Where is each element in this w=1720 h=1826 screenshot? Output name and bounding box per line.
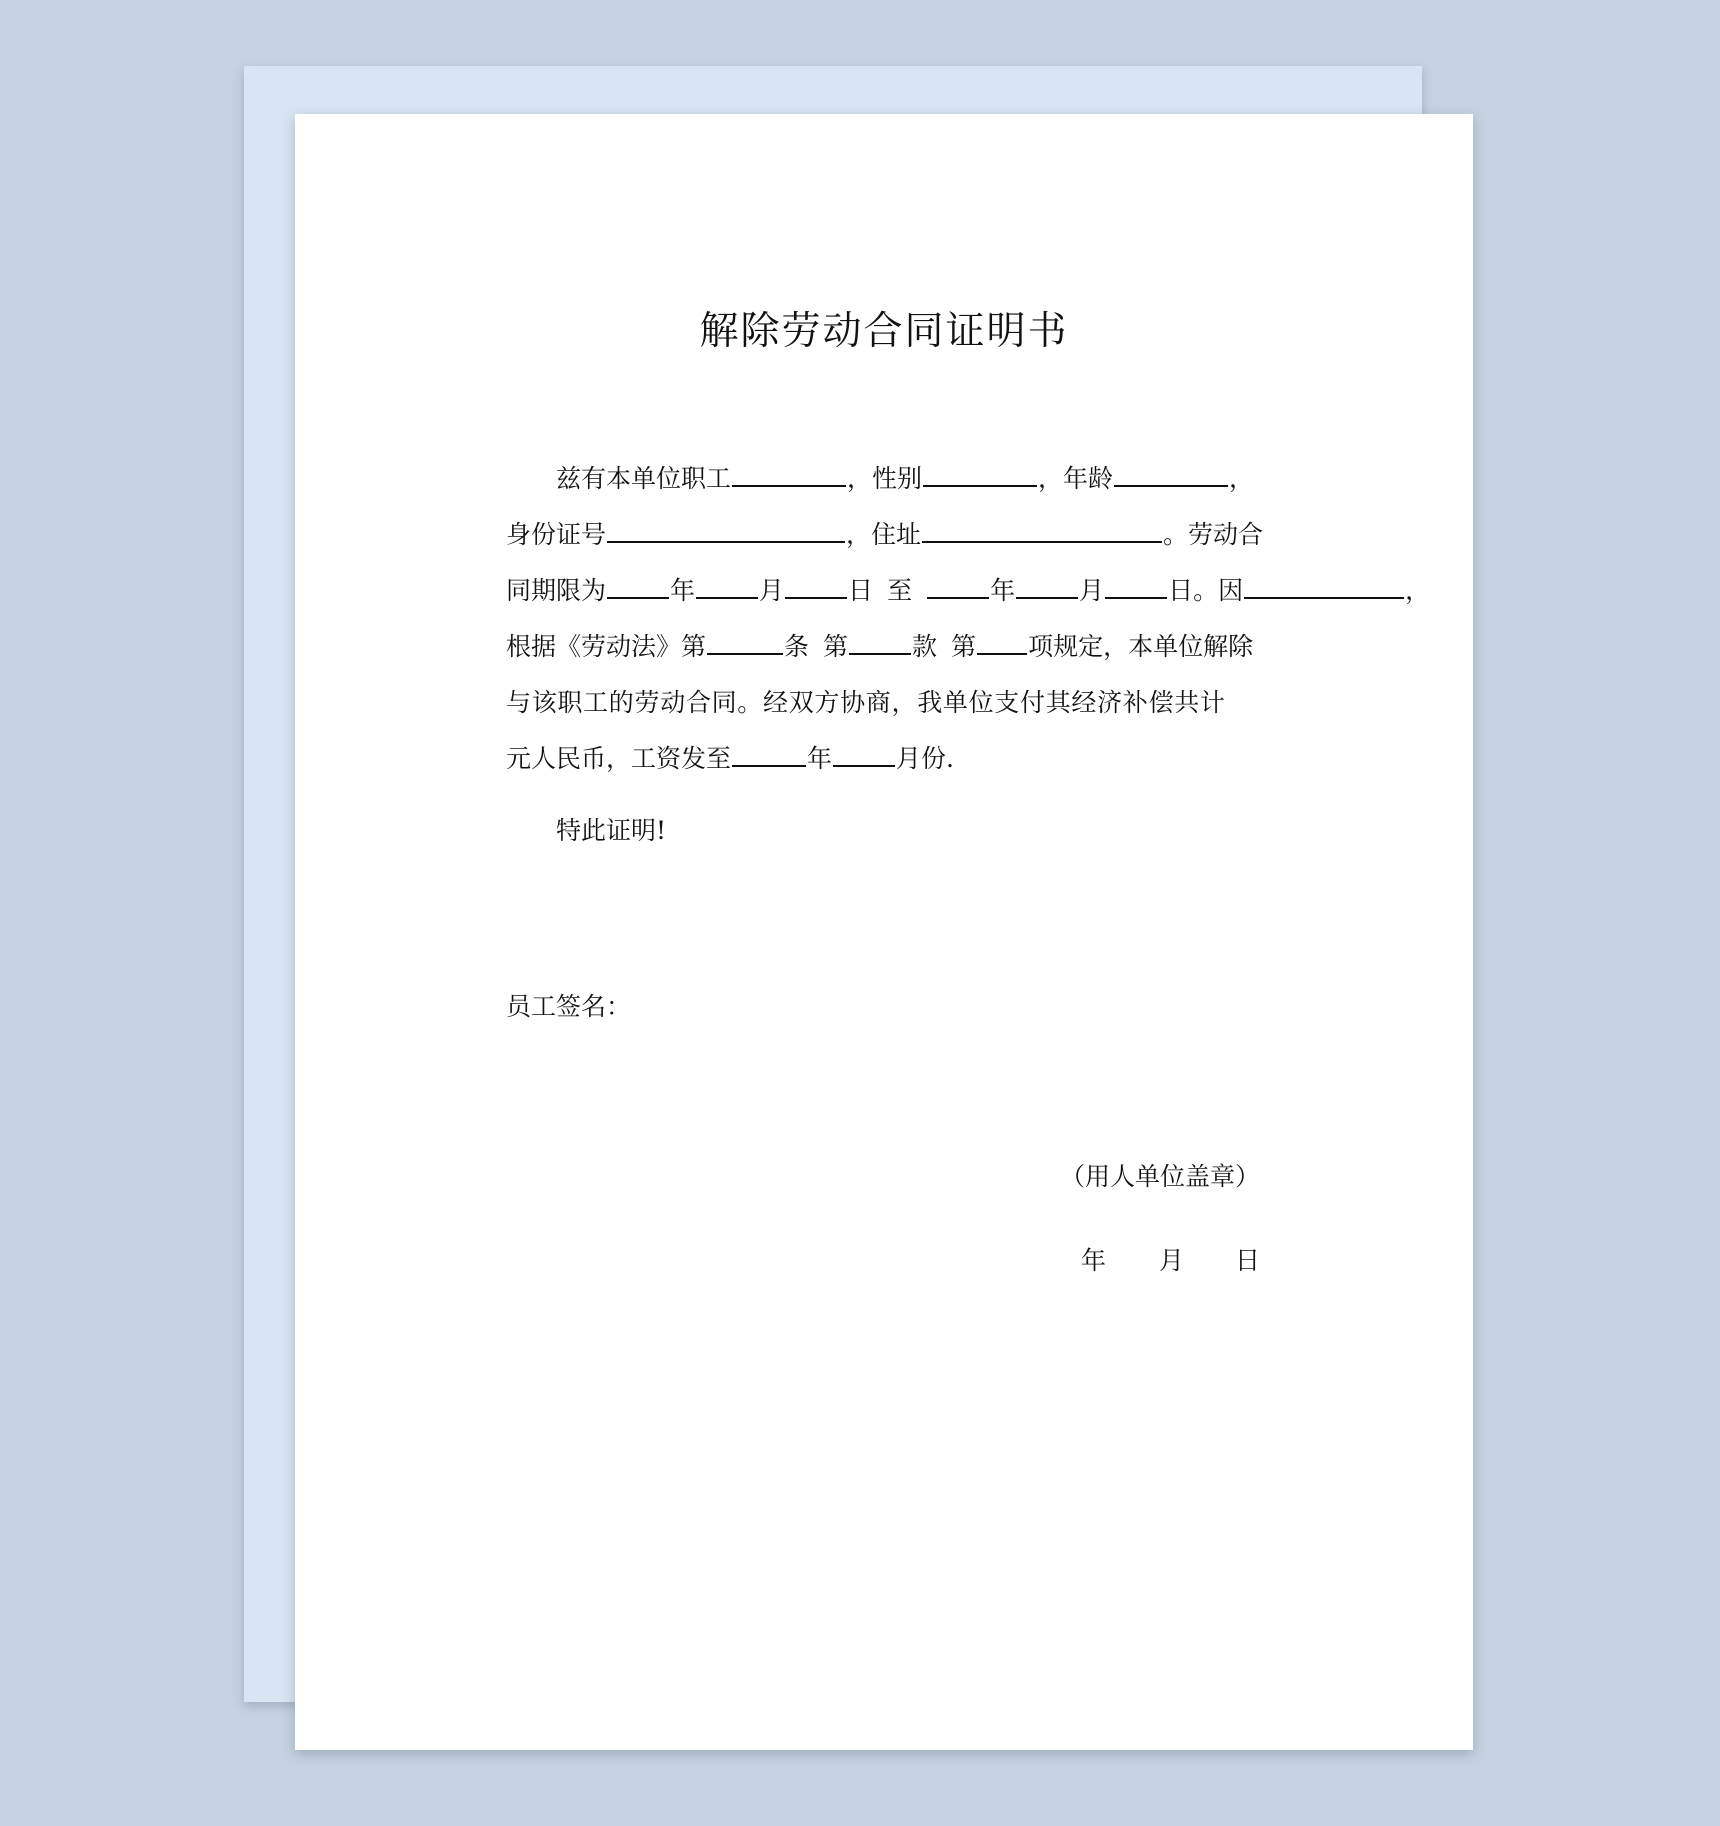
- text-provision: 项规定，本单位解除: [1028, 632, 1254, 661]
- date-year-label: 年: [1081, 1246, 1107, 1275]
- text-month: 月: [1079, 576, 1105, 605]
- id-number-blank[interactable]: [607, 515, 845, 543]
- date-month-label: 月: [1159, 1246, 1185, 1275]
- body-line-4: [506, 627, 1253, 667]
- body-line-3: [506, 571, 1430, 611]
- end-month-blank[interactable]: [1016, 571, 1078, 599]
- end-year-blank[interactable]: [927, 571, 989, 599]
- body-line-2: [506, 515, 1263, 555]
- text-comma: ，: [1405, 576, 1431, 605]
- text-ordinal: 第: [823, 632, 849, 661]
- name-blank[interactable]: [732, 459, 846, 487]
- text-clause: 款: [912, 632, 938, 661]
- text-ordinal: 第: [951, 632, 977, 661]
- text-contract: 。劳动合: [1163, 520, 1264, 549]
- text-staff: 兹有本单位职工: [556, 464, 732, 493]
- company-seal-label: （用人单位盖章）: [1060, 1162, 1261, 1191]
- text-to: 至: [887, 576, 913, 605]
- date-row: [1081, 1241, 1260, 1277]
- text-id-number: 身份证号: [506, 520, 607, 549]
- text-month-end: 月份.: [896, 744, 954, 773]
- text-address: ，住址: [846, 520, 922, 549]
- wage-year-blank[interactable]: [732, 739, 806, 767]
- start-day-blank[interactable]: [785, 571, 847, 599]
- gender-blank[interactable]: [923, 459, 1037, 487]
- text-comma: ，: [1229, 464, 1255, 493]
- text-article: 条: [784, 632, 810, 661]
- end-day-blank[interactable]: [1105, 571, 1167, 599]
- date-day-label: 日: [1235, 1246, 1261, 1275]
- document-title: 解除劳动合同证明书: [699, 309, 1069, 354]
- text-labor-law: 根据《劳动法》第: [506, 632, 707, 661]
- text-age: ，年龄: [1038, 464, 1114, 493]
- closing-text: 特此证明!: [556, 816, 667, 845]
- article-blank[interactable]: [707, 627, 783, 655]
- body-line-6: [506, 739, 954, 779]
- text-wages: 元人民币，工资发至: [506, 744, 732, 773]
- body-line-5: [506, 683, 1226, 723]
- start-month-blank[interactable]: [696, 571, 758, 599]
- text-month: 月: [759, 576, 785, 605]
- clause-blank[interactable]: [849, 627, 911, 655]
- text-year: 年: [990, 576, 1016, 605]
- closing-line: [506, 811, 666, 851]
- text-year: 年: [807, 744, 833, 773]
- text-year: 年: [670, 576, 696, 605]
- wage-month-blank[interactable]: [833, 739, 895, 767]
- item-blank[interactable]: [977, 627, 1027, 655]
- text-gender: ，性别: [847, 464, 923, 493]
- body-line-1: [506, 459, 1254, 499]
- text-day-because: 日。因: [1168, 576, 1244, 605]
- reason-blank[interactable]: [1244, 571, 1404, 599]
- text-term: 同期限为: [506, 576, 607, 605]
- start-year-blank[interactable]: [607, 571, 669, 599]
- document-page: [295, 114, 1473, 1750]
- text-compensation: 与该职工的劳动合同。经双方协商，我单位支付其经济补偿共计: [506, 688, 1226, 717]
- address-blank[interactable]: [922, 515, 1162, 543]
- text-day: 日: [848, 576, 874, 605]
- age-blank[interactable]: [1114, 459, 1228, 487]
- employee-signature-label: 员工签名：: [506, 992, 632, 1021]
